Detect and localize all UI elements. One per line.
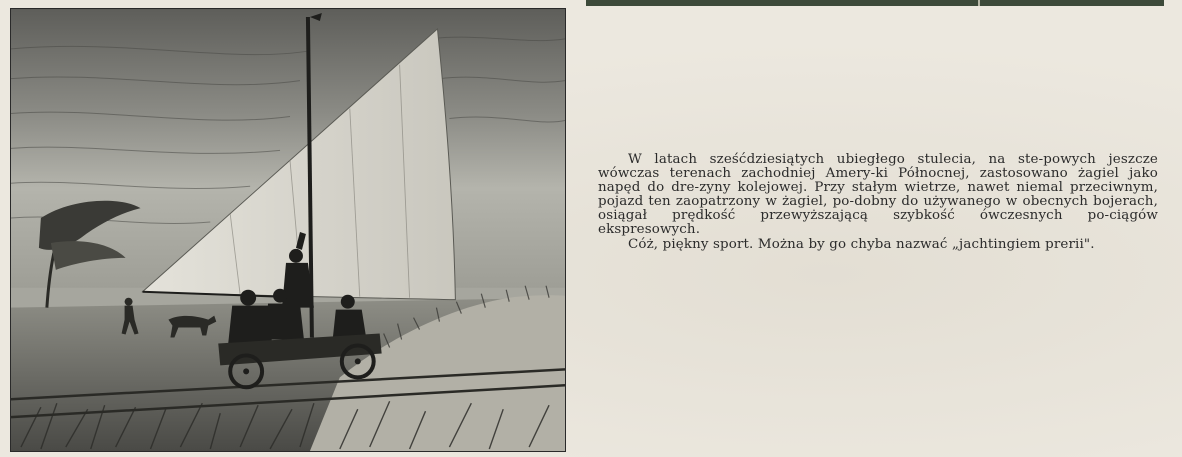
article-text — [598, 153, 1158, 252]
header-bar — [586, 0, 1164, 6]
article-paragraph-2: Cóż, piękny sport. Można by go chyba nazwać „jachtingiem prerii". — [628, 236, 1095, 252]
header-bar-divider — [978, 0, 980, 6]
illustration-drawing — [11, 9, 565, 451]
sailing-railcar-illustration — [10, 8, 566, 452]
article-paragraph-1: W latach sześćdziesiątych ubiegłego stulecia, na ste-powych jeszcze wówczas terenach zachodniej Amery-ki Północnej, zastosowano żagiel jako napęd do dre-zyny kolejowej. Przy stałym wietrze, nawet niemal przeciwnym, pojazd ten zaopatrzony w żagiel, po-dobny do używanego w obecnych bojerach, osiągał prędkość przewyższającą szybkość ówczesnych po-ciągów ekspresowych. — [598, 152, 1158, 238]
